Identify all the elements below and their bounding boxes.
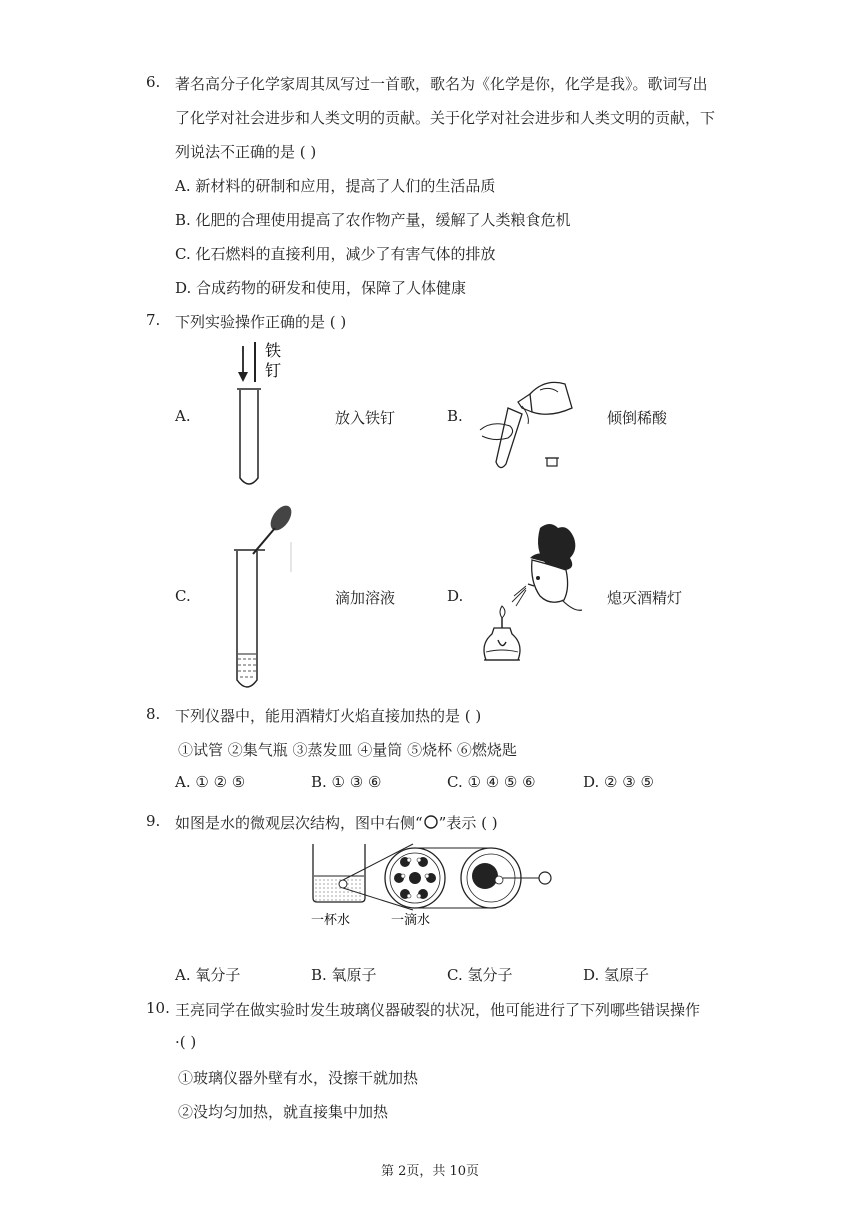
question-8-option-c: C. ① ④ ⑤ ⑥ bbox=[447, 773, 536, 791]
question-6-stem-line-2: 了化学对社会进步和人类文明的贡献。关于化学对社会进步和人类文明的贡献，下 bbox=[175, 109, 716, 127]
question-6-option-b: B. 化肥的合理使用提高了农作物产量，缓解了人类粮食危机 bbox=[175, 211, 571, 229]
dropper-test-tube-figure bbox=[225, 502, 300, 694]
question-7-option-a-caption: 放入铁钉 bbox=[335, 409, 396, 427]
question-7-option-d-caption: 熄灭酒精灯 bbox=[607, 589, 683, 607]
question-9-stem bbox=[175, 812, 498, 833]
flame bbox=[500, 606, 505, 618]
small-circle-icon bbox=[423, 815, 439, 829]
question-7-option-b-letter: B. bbox=[447, 407, 463, 425]
question-9-option-a: A. 氧分子 bbox=[175, 966, 241, 984]
question-6-option-c: C. 化石燃料的直接利用，减少了有害气体的排放 bbox=[175, 245, 496, 263]
question-10-stem-line-2: ·( ) bbox=[175, 1033, 197, 1051]
question-6-stem-line-3: 列说法不正确的是 ( ) bbox=[175, 143, 317, 161]
question-6-option-d: D. 合成药物的研发和使用，保障了人体健康 bbox=[175, 279, 467, 297]
question-9-option-d: D. 氢原子 bbox=[583, 966, 650, 984]
question-6-stem-line-1: 著名高分子化学家周其凤写过一首歌，歌名为《化学是你，化学是我》。歌词写出 bbox=[175, 75, 708, 93]
water-micro-structure-figure bbox=[305, 838, 555, 938]
question-8-option-b: B. ① ③ ⑥ bbox=[311, 773, 382, 791]
reagent-bottle bbox=[530, 382, 572, 414]
dropper-bulb bbox=[266, 502, 295, 534]
alcohol-lamp bbox=[484, 628, 520, 660]
question-9-stem-pre: 如图是水的微观层次结构，图中右侧“ bbox=[175, 814, 423, 832]
question-10-stem-line-1: 王亮同学在做实验时发生玻璃仪器破裂的状况，他可能进行了下列哪些错误操作 bbox=[175, 1001, 701, 1019]
test-tube-nail-figure bbox=[225, 338, 295, 493]
question-8-option-a: A. ① ② ⑤ bbox=[175, 773, 246, 791]
nail-label-2: 钉 bbox=[265, 361, 282, 380]
question-7-option-c-letter: C. bbox=[175, 587, 191, 605]
nail-label-1: 铁 bbox=[265, 341, 282, 360]
question-7-option-b-caption: 倾倒稀酸 bbox=[607, 409, 668, 427]
blowing-alcohol-lamp-figure bbox=[478, 520, 588, 670]
label-drop-of-water: 一滴水 bbox=[391, 913, 431, 928]
question-8-option-d: D. ② ③ ⑤ bbox=[583, 773, 654, 791]
test-tube-c bbox=[237, 551, 257, 687]
question-10-item-1: ①玻璃仪器外壁有水，没擦干就加热 bbox=[178, 1069, 419, 1087]
small-atom bbox=[539, 872, 551, 884]
label-cup-of-water: 一杯水 bbox=[311, 913, 351, 928]
pouring-acid-figure bbox=[470, 372, 580, 472]
question-9-stem-post: ”表示 ( ) bbox=[438, 814, 498, 832]
question-8-number: 8. bbox=[146, 705, 161, 723]
question-10-item-2: ②没均匀加热，就直接集中加热 bbox=[178, 1103, 389, 1121]
question-10-number: 10. bbox=[146, 999, 170, 1017]
question-8-items: ①试管 ②集气瓶 ③蒸发皿 ④量筒 ⑤烧杯 ⑥燃烧匙 bbox=[178, 741, 517, 759]
question-9-option-b: B. 氧原子 bbox=[311, 966, 377, 984]
question-6-option-a: A. 新材料的研制和应用，提高了人们的生活品质 bbox=[175, 177, 496, 195]
hand-outline bbox=[480, 424, 513, 440]
question-9-option-c: C. 氢分子 bbox=[447, 966, 513, 984]
question-7-option-a-letter: A. bbox=[175, 407, 191, 425]
question-7-option-d-letter: D. bbox=[447, 587, 464, 605]
question-9-number: 9. bbox=[146, 812, 161, 830]
test-tube-a bbox=[240, 390, 258, 484]
question-7-stem: 下列实验操作正确的是 ( ) bbox=[175, 313, 347, 331]
page-footer: 第 2页，共 10页 bbox=[380, 1164, 480, 1179]
question-7-option-c-caption: 滴加溶液 bbox=[335, 589, 396, 607]
question-8-stem: 下列仪器中，能用酒精灯火焰直接加热的是 ( ) bbox=[175, 707, 482, 725]
question-7-number: 7. bbox=[146, 311, 161, 329]
nail-arrow-head bbox=[238, 372, 248, 382]
question-6-number: 6. bbox=[146, 73, 161, 91]
bottle-stopper bbox=[547, 458, 557, 466]
